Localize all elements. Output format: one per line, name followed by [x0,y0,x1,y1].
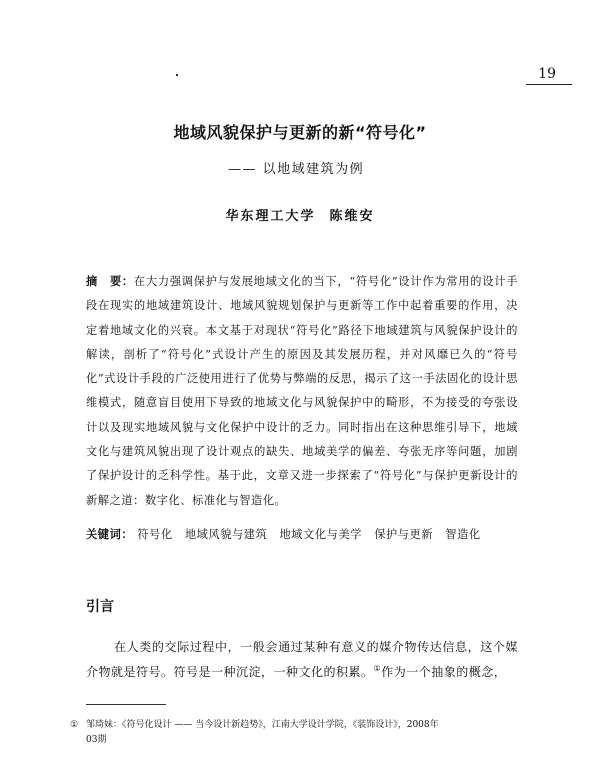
abstract-label: 摘 要： [86,275,134,288]
keyword: 保护与更新 [374,528,434,541]
byline [0,205,600,224]
body-paragraph [86,636,518,683]
affiliation: 华东理工大学 [225,209,316,224]
keyword: 智造化 [445,528,481,541]
header-rule [526,84,572,85]
keywords [86,523,518,547]
keyword: 地域风貌与建筑 [184,528,268,541]
footnote-rule [86,704,166,705]
footnote-text: 邹琦妹：《符号化设计 —— 当今设计新趋势》，江南大学设计学院，《装饰设计》，2008年 [86,720,439,730]
page-number: 19 [538,66,556,82]
abstract-text: 在大力强调保护与发展地域文化的当下，“符号化”设计作为常用的设计手段在现实的地域建筑设计、地域风貌规划保护与更新等工作中起着重要的作用，决定着地域文化的兴衰。本文基于对现状“符号化”路径下地域建筑与风貌保护设计的解读，剖析了“符号化”式设计产生的原因及其发展历程，并对风靡已久的“符号化”式设计手段的广泛使用进行了优势与弊端的反思，揭示了这一手法固化的设计思维模式，随意盲目使用下导致的地域文化与风貌保护中的畸形，不为接受的夸张设计以及现实地域风貌与文化保护中设计的乏力。同时指出在这种思维引导下，地域文化与建筑风貌出现了设计观点的缺失、地域美学的偏差、夸张无序等问题，加剧了保护设计的乏科学性。基于此，文章又进一步探索了“符号化”与保护更新设计的新解之道：数字化、标准化与智造化。 [86,275,518,507]
keyword: 符号化 [137,528,173,541]
footnote-reference[interactable]: ① [373,664,382,673]
scan-speck [176,74,178,76]
keyword: 地域文化与美学 [279,528,363,541]
paragraph-text: 在人类的交际过程中，一般会通过某种有意义的媒介物传达信息，这个媒介物就是符号。符号是一种沉淀，一种文化的积累。 [86,640,518,679]
footnote-text-cont: 03期 [86,735,107,745]
section-heading: 引言 [86,599,114,615]
footnote-number: ① [70,720,79,730]
keywords-label: 关键词： [86,528,134,541]
author-name: 陈维安 [329,209,375,224]
article-title: 地域风貌保护与更新的新“符号化” [173,123,427,142]
article-subtitle: —— 以地域建筑为例 [228,162,365,177]
footnote [70,718,520,748]
abstract [86,270,518,513]
paragraph-text-cont: 作为一个抽象的概念， [381,665,507,679]
